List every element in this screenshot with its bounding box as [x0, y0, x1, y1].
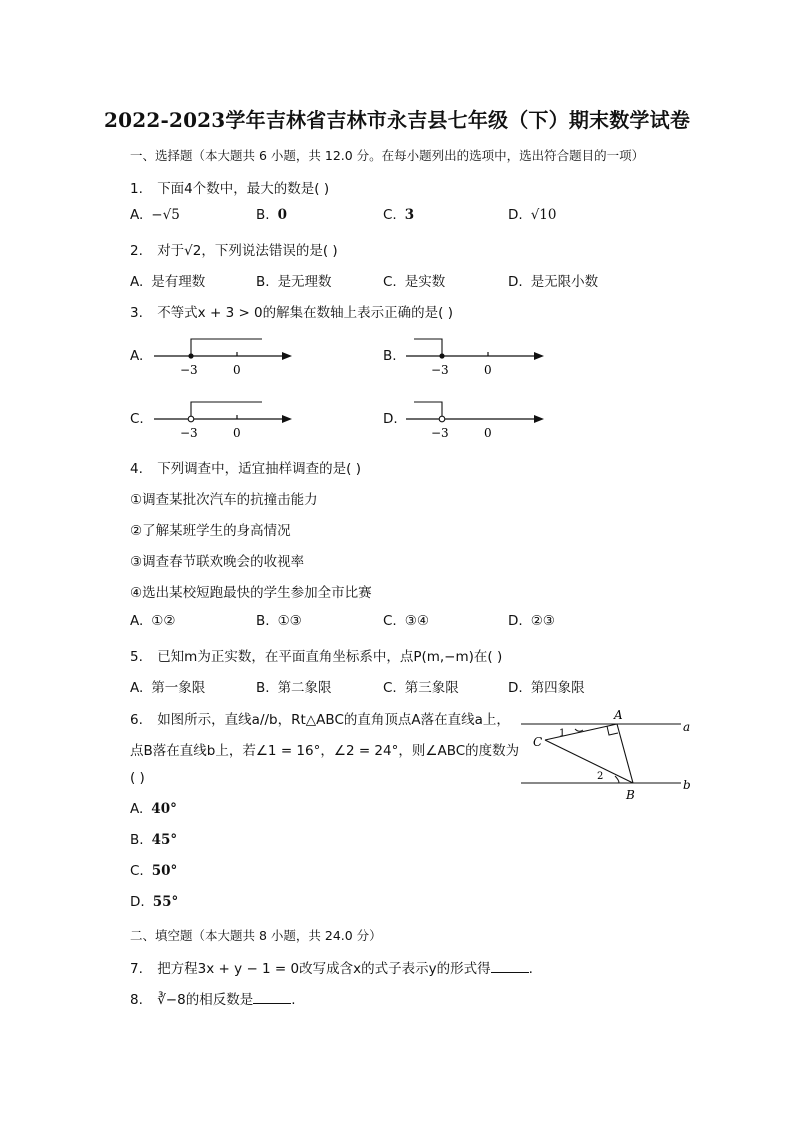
q6-option-a[interactable]: A. 40°: [130, 801, 177, 817]
question-number: 5.: [130, 649, 143, 665]
q4-item-3: ③调查春节联欢晚会的收视率: [130, 554, 305, 570]
question-number: 1.: [130, 181, 143, 197]
question-1: [130, 177, 329, 197]
q3-option-d-number-line[interactable]: [402, 397, 552, 443]
tick-label: 0: [233, 363, 241, 377]
q4-item-4: ④选出某校短跑最快的学生参加全市比赛: [130, 585, 372, 601]
q1-option-a[interactable]: A. −√5: [130, 207, 180, 223]
axis-arrow: [534, 415, 544, 423]
answer-blank[interactable]: [253, 991, 291, 1004]
question-number: 4.: [130, 461, 143, 477]
section-heading-choice: 一、选择题（本大题共 6 小题，共 12.0 分。在每小题列出的选项中，选出符合题目的一项）: [130, 148, 645, 163]
q4-option-a[interactable]: A. ①②: [130, 613, 176, 629]
solution-ray: [191, 339, 262, 356]
q4-item-1: ①调查某批次汽车的抗撞击能力: [130, 492, 318, 508]
side-CB: [545, 740, 633, 783]
hollow-dot: [188, 416, 194, 422]
q6-option-b[interactable]: B. 45°: [130, 832, 178, 848]
q5-option-b[interactable]: B. 第二象限: [256, 680, 332, 696]
label-a: a: [683, 720, 691, 734]
q2-option-a[interactable]: A. 是有理数: [130, 274, 206, 290]
tick-label: 0: [484, 426, 492, 440]
q3-option-b-number-line[interactable]: [402, 334, 552, 380]
label-B: B: [626, 788, 635, 802]
right-angle-mark: [607, 726, 618, 735]
side-AB: [617, 724, 633, 783]
q1-option-d[interactable]: D. √10: [508, 207, 557, 223]
angle-2-arc: [615, 776, 619, 783]
q4-option-b[interactable]: B. ①③: [256, 613, 302, 629]
question-text-line-2: 点B落在直线b上，若∠1 = 16°，∠2 = 24°，则∠ABC的度数为: [130, 743, 520, 759]
axis-arrow: [282, 415, 292, 423]
question-text: 下面4个数中，最大的数是( ): [157, 181, 330, 197]
tick-label: −3: [180, 426, 198, 440]
question-2: [130, 239, 338, 259]
question-text: 对于√2，下列说法错误的是( ): [157, 243, 338, 259]
q4-option-d[interactable]: D. ②③: [508, 613, 555, 629]
label-angle-2: 2: [597, 771, 604, 782]
q6-option-d[interactable]: D. 55°: [130, 894, 179, 910]
tick-label: 0: [484, 363, 492, 377]
q6-parallel-lines-triangle-figure: [515, 706, 700, 806]
tick-label: −3: [431, 363, 449, 377]
q5-option-d[interactable]: D. 第四象限: [508, 680, 585, 696]
q1-option-c[interactable]: C. 3: [383, 207, 415, 223]
label-b: b: [683, 778, 691, 792]
label-C: C: [533, 735, 543, 749]
question-text: 不等式x + 3 > 0的解集在数轴上表示正确的是( ): [157, 305, 453, 321]
question-text-line-3: ( ): [130, 770, 145, 786]
q5-option-c[interactable]: C. 第三象限: [383, 680, 459, 696]
question-text: 已知m为正实数，在平面直角坐标系中，点P(m,−m)在( ): [157, 649, 503, 665]
angle-1-arc: [575, 729, 583, 731]
page-title: 2022-2023学年吉林省吉林市永吉县七年级（下）期末数学试卷: [103, 108, 691, 132]
q4-option-c[interactable]: C. ③④: [383, 613, 429, 629]
label-A: A: [614, 708, 623, 722]
question-text: ∛−8的相反数是: [157, 992, 254, 1008]
solution-ray: [191, 402, 262, 416]
question-5: [130, 645, 502, 665]
q5-option-a[interactable]: A. 第一象限: [130, 680, 206, 696]
q2-option-c[interactable]: C. 是实数: [383, 274, 446, 290]
q4-item-2: ②了解某班学生的身高情况: [130, 523, 291, 539]
question-6: [130, 708, 510, 728]
tick-label: −3: [431, 426, 449, 440]
q3-option-d-label[interactable]: D.: [383, 411, 398, 427]
question-text-line-1: 如图所示，直线a//b，Rt△ABC的直角顶点A落在直线a上，: [157, 712, 510, 728]
question-text: 把方程3x + y − 1 = 0改写成含x的式子表示y的形式得: [157, 961, 491, 977]
axis-arrow: [282, 352, 292, 360]
q3-option-c-label[interactable]: C.: [130, 411, 144, 427]
q3-option-c-number-line[interactable]: [150, 397, 300, 443]
question-number: 8.: [130, 992, 143, 1008]
q1-option-b[interactable]: B. 0: [256, 207, 287, 223]
answer-blank[interactable]: [491, 960, 529, 973]
q2-option-b[interactable]: B. 是无理数: [256, 274, 332, 290]
question-number: 7.: [130, 961, 143, 977]
question-7: 7. 把方程3x + y − 1 = 0改写成含x的式子表示y的形式得 .: [130, 961, 533, 977]
label-angle-1: 1: [559, 728, 566, 739]
question-number: 6.: [130, 712, 143, 728]
question-number: 3.: [130, 305, 143, 321]
question-3: [130, 301, 453, 321]
question-text: 下列调查中，适宜抽样调查的是( ): [157, 461, 362, 477]
q3-option-a-label[interactable]: A.: [130, 348, 144, 364]
question-number: 2.: [130, 243, 143, 259]
q3-option-b-label[interactable]: B.: [383, 348, 397, 364]
solution-ray: [414, 339, 442, 356]
section-heading-fill-in: 二、填空题（本大题共 8 小题，共 24.0 分）: [130, 928, 382, 943]
q2-option-d[interactable]: D. 是无限小数: [508, 274, 599, 290]
tick-label: −3: [180, 363, 198, 377]
q6-option-c[interactable]: C. 50°: [130, 863, 178, 879]
question-8: 8. ∛−8的相反数是 .: [130, 992, 296, 1008]
q3-option-a-number-line[interactable]: [150, 334, 300, 380]
axis-arrow: [534, 352, 544, 360]
side-CA: [545, 724, 617, 740]
hollow-dot: [439, 416, 445, 422]
solution-ray: [414, 402, 442, 416]
tick-label: 0: [233, 426, 241, 440]
question-4: [130, 457, 361, 477]
